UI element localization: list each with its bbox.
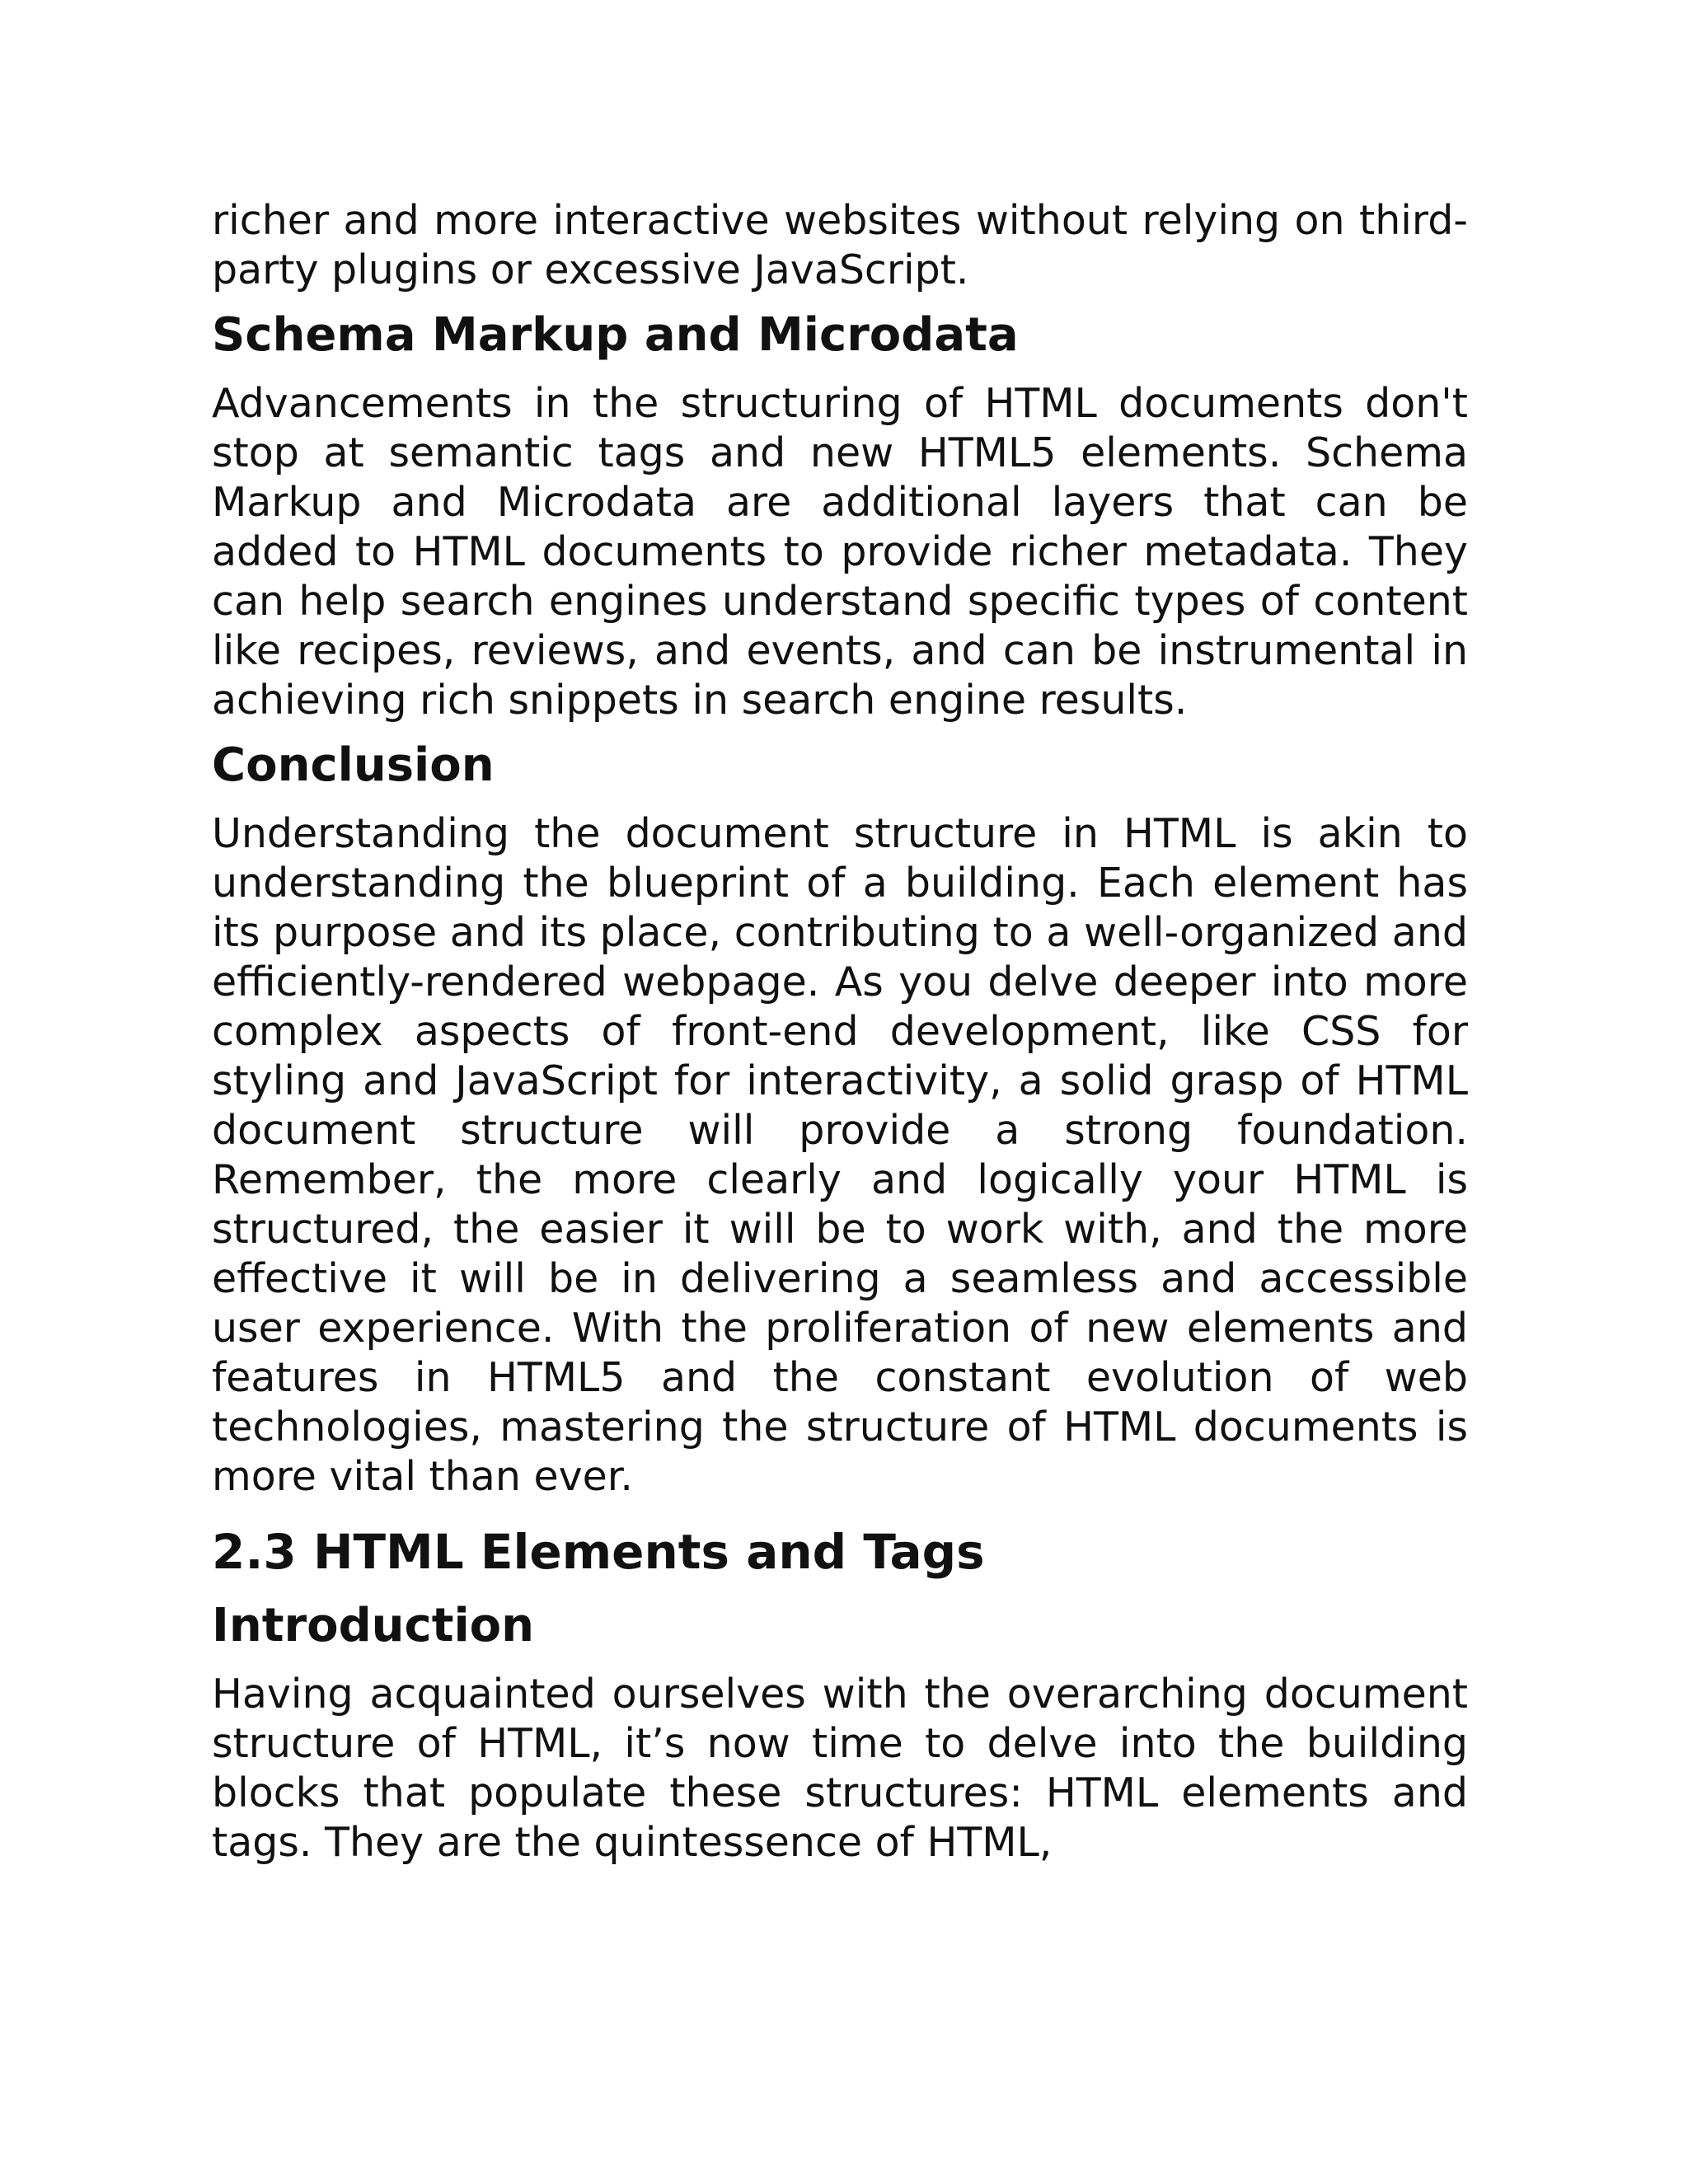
paragraph-conclusion: Understanding the document structure in HTML is akin to understanding the blueprint of a building. Each element has its purpose and its place, contributing to a well-organized and efficiently-rendered webpage. As you delve deeper into more complex aspects of front-end development, like CSS for styling and JavaScript for interactivity, a solid grasp of HTML document structure will provide a strong foundation. Remember, the more clearly and logically your HTML is structured, the easier it will be to work with, and the more effective it will be in delivering a seamless and accessible user experience. With the proliferation of new elements and features in HTML5 and the constant evolution of web technologies, mastering the structure of HTML documents is more vital than ever. [212, 810, 1468, 1500]
section-heading-elements-tags: 2.3 HTML Elements and Tags [212, 1524, 985, 1580]
paragraph-schema-markup: Advancements in the structuring of HTML documents don't stop at semantic tags and new HTML5 elements. Schema Markup and Microdata are additional layers that can be added to HTML documents to provide richer metadata. They can help search engines understand specific types of content like recipes, reviews, and events, and can be instrumental in achieving rich snippets in search engine results. [212, 380, 1468, 724]
paragraph-introduction: Having acquainted ourselves with the overarching document structure of HTML, it’s now time to delve into the building blocks that populate these structures: HTML elements and tags. They are the quintessence of HTML, [212, 1671, 1468, 1866]
heading-introduction: Introduction [212, 1599, 535, 1652]
paragraph-intro-continued: richer and more interactive websites without relying on third-party plugins or excessive JavaScript. [212, 197, 1468, 293]
page-content [212, 196, 1468, 1879]
heading-conclusion: Conclusion [212, 738, 495, 792]
heading-schema-markup: Schema Markup and Microdata [212, 308, 1019, 362]
